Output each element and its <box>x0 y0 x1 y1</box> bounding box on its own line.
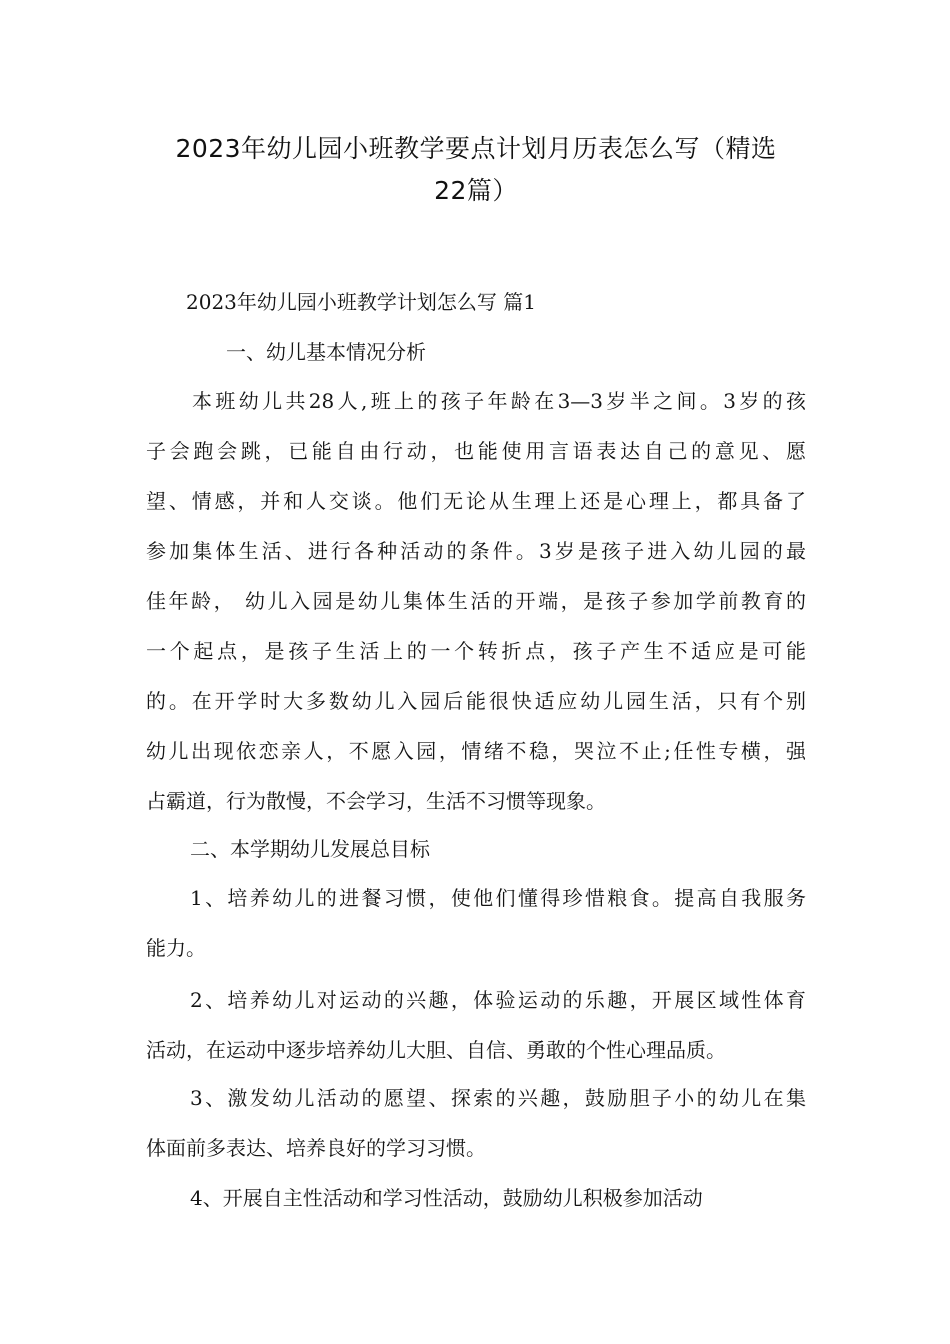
paragraph-line: 子会跑会跳，已能自由行动，也能使用言语表达自己的意见、愿 <box>146 439 806 463</box>
goal-item-3: 3、激发幼儿活动的愿望、探索的兴趣，鼓励胆子小的幼儿在集 <box>190 1086 806 1110</box>
goal-item-4: 4、开展自主性活动和学习性活动，鼓励幼儿积极参加活动 <box>190 1186 703 1210</box>
paragraph-line: 佳年龄， 幼儿入园是幼儿集体生活的开端，是孩子参加学前教育的 <box>146 589 806 613</box>
paragraph-line: 本班幼儿共28人,班上的孩子年龄在3—3岁半之间。3岁的孩 <box>192 389 806 413</box>
heading-development-goals: 二、本学期幼儿发展总目标 <box>190 837 430 861</box>
paragraph-line: 占霸道，行为散慢，不会学习，生活不习惯等现象。 <box>146 789 606 813</box>
title-line-1: 2023年幼儿园小班教学要点计划月历表怎么写（精选 <box>175 134 777 163</box>
heading-basic-situation: 一、幼儿基本情况分析 <box>226 340 426 364</box>
paragraph-line: 的。在开学时大多数幼儿入园后能很快适应幼儿园生活，只有个别 <box>146 689 806 713</box>
goal-item-1: 1、培养幼儿的进餐习惯，使他们懂得珍惜粮食。提高自我服务 <box>190 886 806 910</box>
document-title <box>146 128 806 212</box>
paragraph-line: 望、情感，并和人交谈。他们无论从生理上还是心理上，都具备了 <box>146 489 806 513</box>
goal-item-2-cont: 活动，在运动中逐步培养幼儿大胆、自信、勇敢的个性心理品质。 <box>146 1038 726 1062</box>
goal-item-1-cont: 能力。 <box>146 936 206 960</box>
section-heading: 2023年幼儿园小班教学计划怎么写 篇1 <box>186 290 536 314</box>
paragraph-line: 参加集体生活、进行各种活动的条件。3岁是孩子进入幼儿园的最 <box>146 539 806 563</box>
title-line-2: 22篇） <box>434 176 518 205</box>
paragraph-line: 一个起点，是孩子生活上的一个转折点，孩子产生不适应是可能 <box>146 639 806 663</box>
goal-item-3-cont: 体面前多表达、培养良好的学习习惯。 <box>146 1136 486 1160</box>
paragraph-line: 幼儿出现依恋亲人，不愿入园，情绪不稳，哭泣不止;任性专横，强 <box>146 739 806 763</box>
goal-item-2: 2、培养幼儿对运动的兴趣，体验运动的乐趣，开展区域性体育 <box>190 988 806 1012</box>
